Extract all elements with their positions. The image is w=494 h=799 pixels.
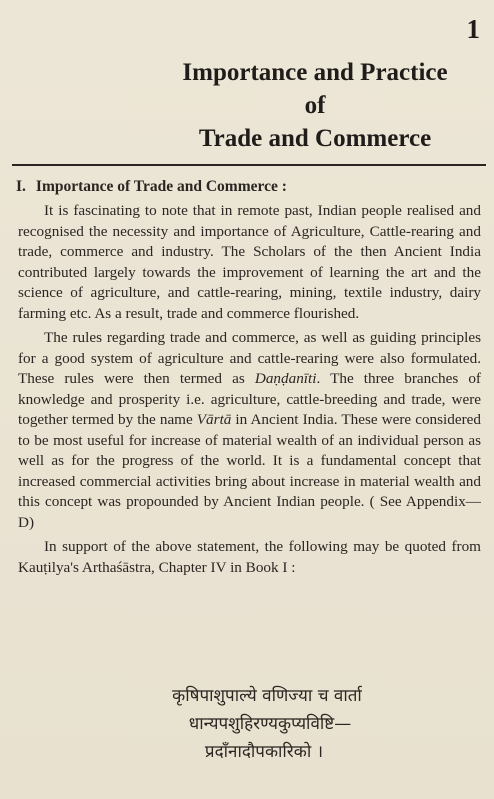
paragraph-2 [18,328,481,533]
paragraph-1: It is fascinating to note that in remote past, Indian people realised and recognised the necessity and importance of Agriculture, Cattle-rearing and trade, commerce and industry. The Scholars of the then Ancient India contributed largely towards the improvement of learning the art and the science of agriculture, and cattle-rearing, mining, textile industry, dairy farming etc. As a result, trade and commerce flourished. [18,202,481,322]
paragraph-3: In support of the above statement, the following may be quoted from Kauṭilya's Arthaśāstra, Chapter IV in Book I : [18,538,481,576]
body-text [18,201,481,582]
chapter-number: 1 [466,14,480,44]
title-divider [12,164,486,166]
sanskrit-verse [0,682,494,766]
paragraph-2-part-a: The rules regarding trade and commerce, as well as guiding principles for a good system of agriculture and cattle-rearing were also formulated. These rules were then termed as [18,329,481,387]
verse-line-2: धान्यपशुहिरण्यकुप्यविष्टि— [188,714,352,734]
term-varta: Vārtā [196,411,232,428]
verse-line-3: प्रदाँनादौपकारिको । [204,742,324,762]
chapter-title [150,56,480,155]
chapter-title-line-2: of [304,92,326,119]
chapter-title-line-3: Trade and Commerce [198,125,432,152]
verse-line-1: कृषिपाशुपाल्ये वणिज्या च वार्ता [172,686,362,706]
chapter-title-line-1: Importance and Practice [182,59,448,86]
paragraph-2-part-c: in Ancient India. These were considered to be most useful for increase of material wealth of an individual person as well as for the progress of the world. It is a fundamental concept that increased commercial activities bring about increase in material wealth and this concept was propounded by Ancient Indian people. ( See Appendix—D) [18,411,481,531]
paragraph-2-part-b: . The three branches of knowledge and prosperity i.e. agriculture, cattle-breeding and trade, were together termed by the name [18,370,481,428]
section-number: I. [16,178,26,195]
section-heading [16,178,287,196]
term-dandaniti: Daṇḍanīti [254,370,317,387]
section-heading-text: Importance of Trade and Commerce : [35,178,287,195]
